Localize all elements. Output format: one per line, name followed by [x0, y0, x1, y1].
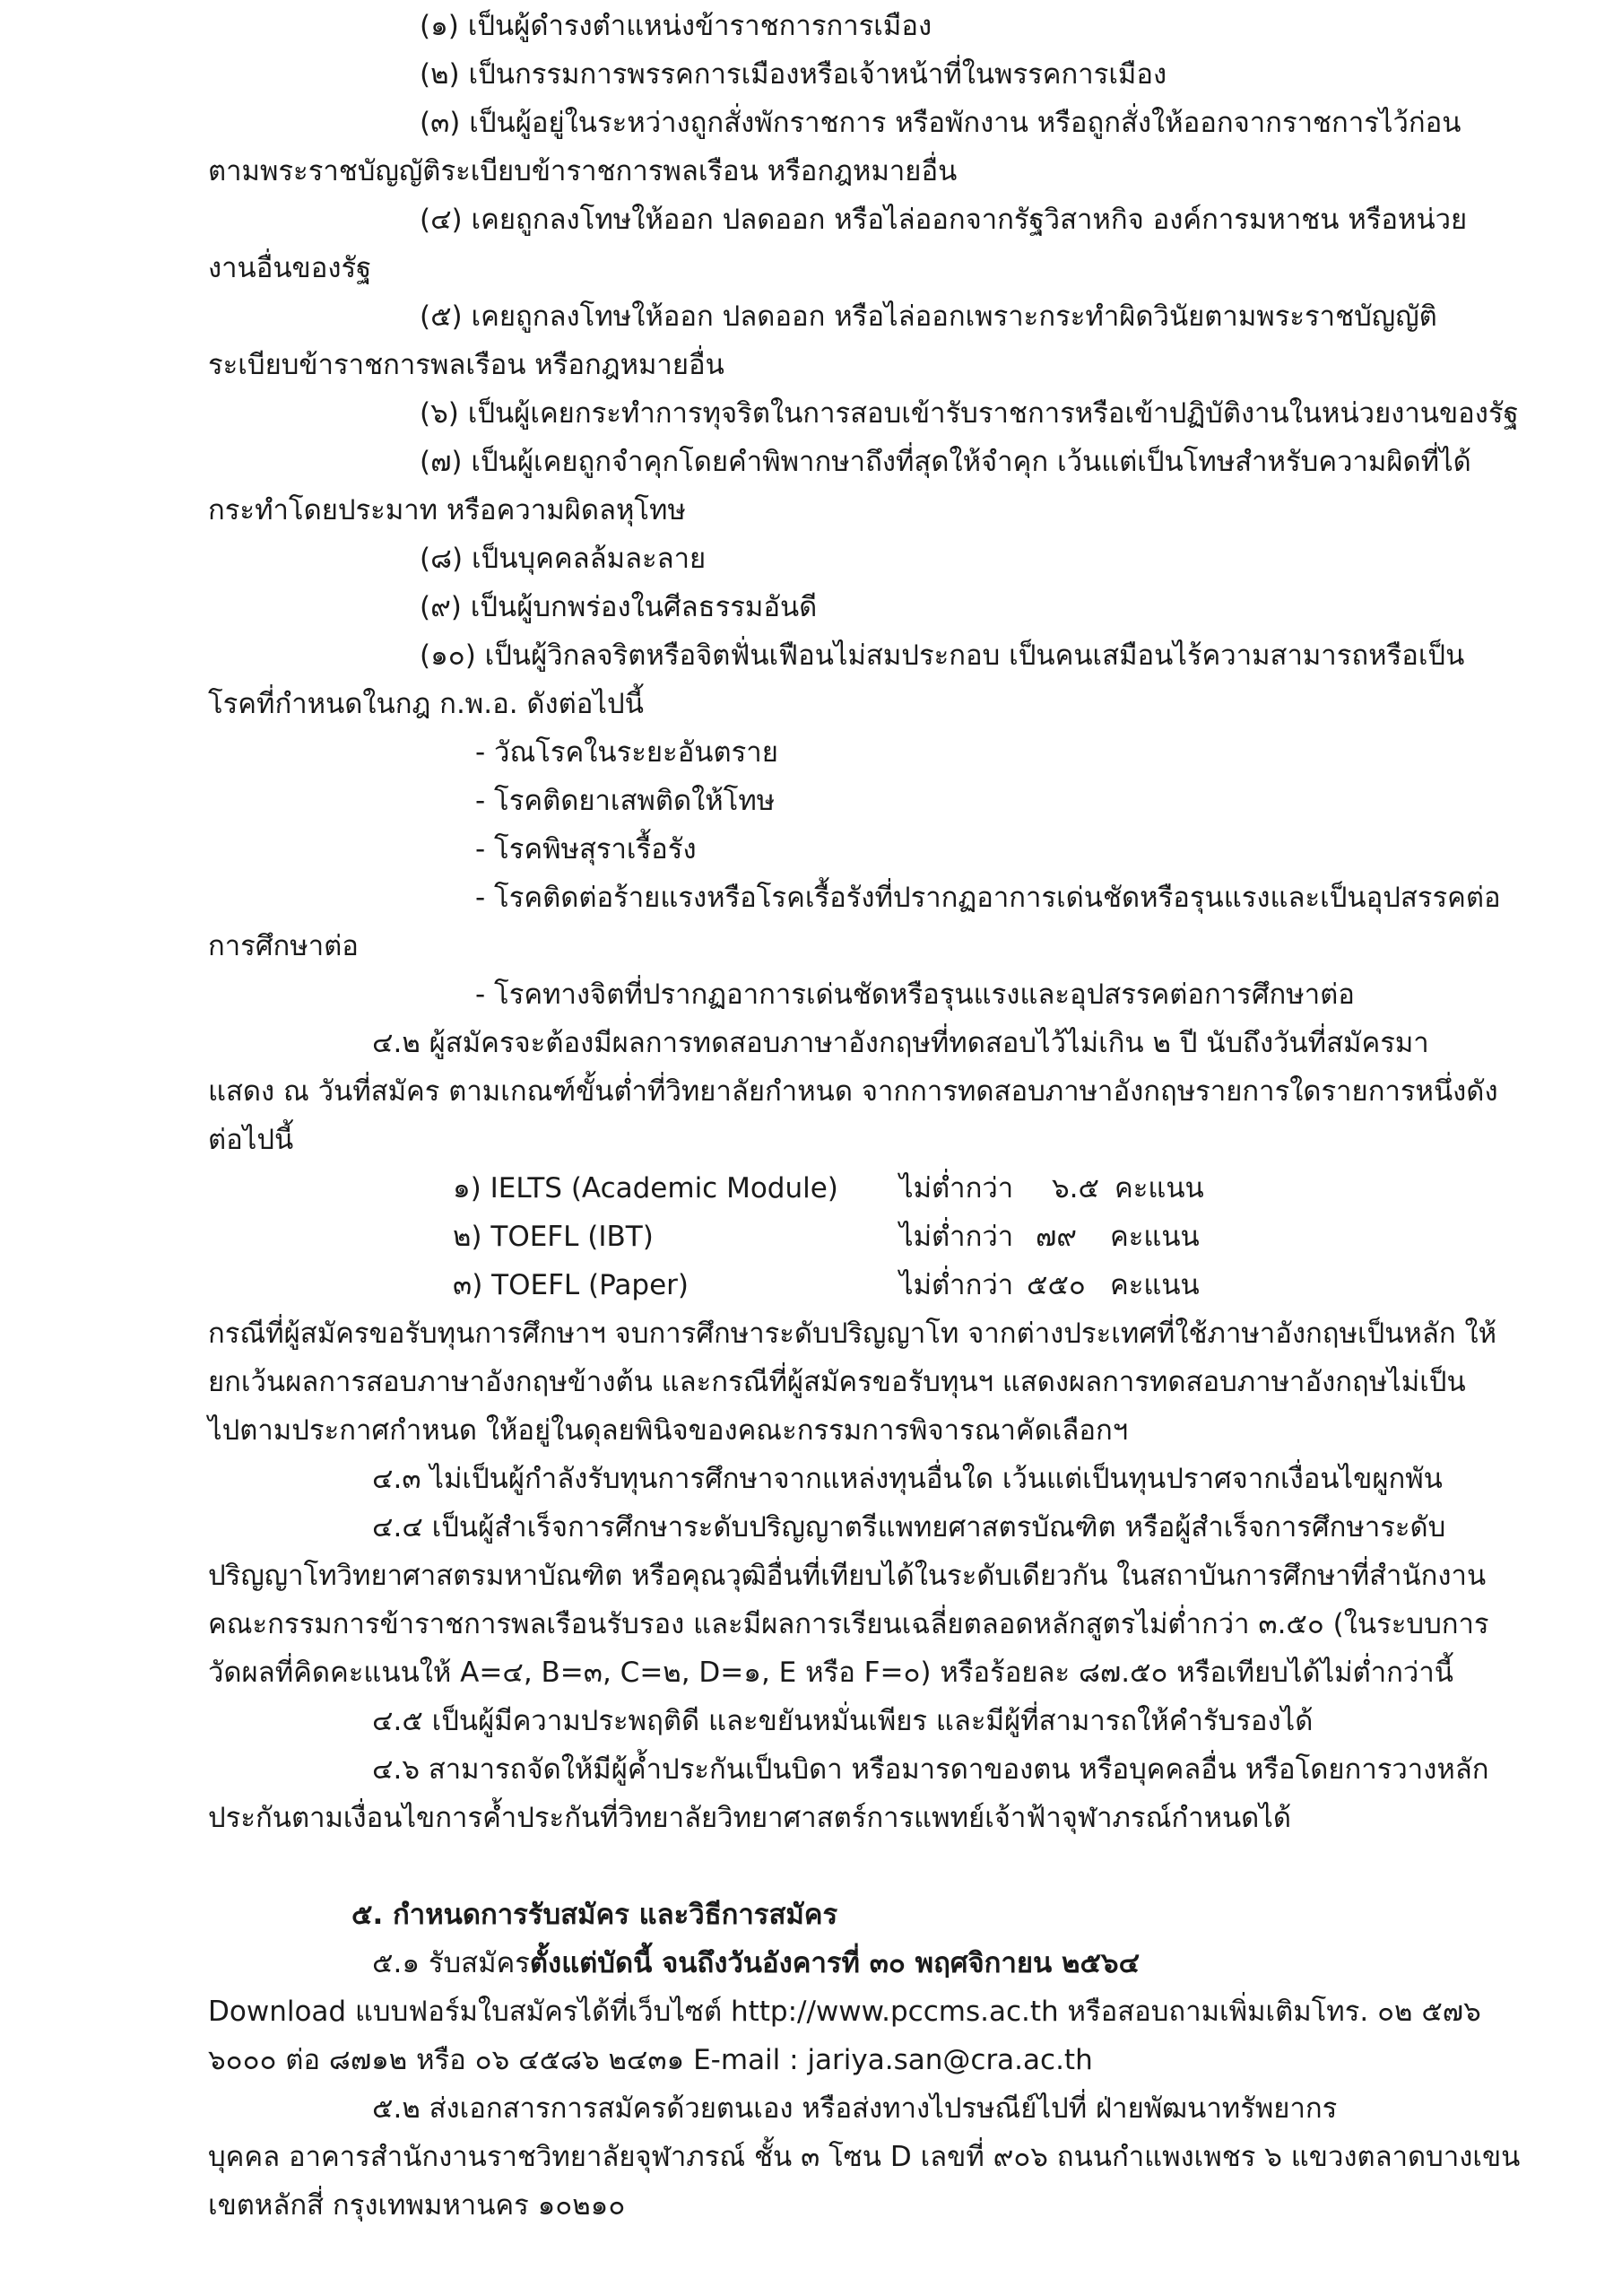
- download-info: Download แบบฟอร์มใบสมัครได้ที่เว็บไซต์ http://www.pccms.ac.th หรือสอบถามเพิ่มเติมโทร. ๐๒ ๕๗๖: [208, 1996, 1481, 2028]
- item-6: (๖) เป็นผู้เคยกระทำการทุจริตในการสอบเข้ารับราชการหรือเข้าปฏิบัติงานในหน่วยงานของรัฐ: [420, 397, 1519, 430]
- section-4-2-cont: แสดง ณ วันที่สมัคร ตามเกณฑ์ขั้นต่ำที่วิทยาลัยกำหนด จากการทดสอบภาษาอังกฤษรายการใดรายการหนึ่งดัง: [208, 1075, 1498, 1108]
- item-7: (๗) เป็นผู้เคยถูกจำคุกโดยคำพิพากษาถึงที่สุดให้จำคุก เว้นแต่เป็นโทษสำหรับความผิดที่ได้: [420, 446, 1471, 478]
- application-period: ตั้งแต่บัดนี้ จนถึงวันอังคารที่ ๓๐ พฤศจิกายน ๒๕๖๔: [529, 1947, 1141, 1979]
- section-4-6: ๔.๖ สามารถจัดให้มีผู้ค้ำประกันเป็นบิดา หรือมารดาของตน หรือบุคคลอื่น หรือโดยการวางหลัก: [372, 1753, 1489, 1786]
- item-10-cont: โรคที่กำหนดในกฎ ก.พ.อ. ดังต่อไปนี้: [208, 688, 644, 720]
- section-5-2: ๕.๒ ส่งเอกสารการสมัครด้วยตนเอง หรือส่งทางไปรษณีย์ไปที่ ฝ่ายพัฒนาทรัพยากร: [372, 2092, 1338, 2125]
- section-4-4-cont: ปริญญาโทวิทยาศาสตรมหาบัณฑิต หรือคุณวุฒิอื่นที่เทียบได้ในระดับเดียวกัน ในสถาบันการศึกษาที่สำนักงาน: [208, 1560, 1487, 1592]
- item-2: (๒) เป็นกรรมการพรรคการเมืองหรือเจ้าหน้าที่ในพรรคการเมือง: [420, 58, 1167, 91]
- min-label: ไม่ต่ำกว่า: [899, 1269, 1014, 1301]
- test-name: ๓) TOEFL (Paper): [453, 1269, 690, 1301]
- section-5-heading: ๕. กำหนดการรับสมัคร และวิธีการสมัคร: [351, 1899, 838, 1931]
- min-label: ไม่ต่ำกว่า: [899, 1172, 1014, 1205]
- min-score: ๕๕๐: [1027, 1269, 1086, 1301]
- min-label: ไม่ต่ำกว่า: [899, 1221, 1014, 1253]
- section-4-2: ๔.๒ ผู้สมัครจะต้องมีผลการทดสอบภาษาอังกฤษที่ทดสอบไว้ไม่เกิน ๒ ปี นับถึงวันที่สมัครมา: [372, 1027, 1429, 1059]
- item-5: (๕) เคยถูกลงโทษให้ออก ปลดออก หรือไล่ออกเพราะกระทำผิดวินัยตามพระราชบัญญัติ: [420, 300, 1437, 333]
- disease-3: - โรคพิษสุราเรื้อรัง: [475, 833, 697, 865]
- item-8: (๘) เป็นบุคคลล้มละลาย: [420, 543, 707, 575]
- section-4-3: ๔.๓ ไม่เป็นผู้กำลังรับทุนการศึกษาจากแหล่งทุนอื่นใด เว้นแต่เป็นทุนปราศจากเงื่อนไขผูกพัน: [372, 1463, 1443, 1495]
- section-5-1: [372, 1939, 1140, 1987]
- section-5-2-cont: เขตหลักสี่ กรุงเทพมหานคร ๑๐๒๑๐: [208, 2189, 626, 2222]
- item-7-cont: กระทำโดยประมาท หรือความผิดลหุโทษ: [208, 494, 686, 526]
- score-unit: คะแนน: [1110, 1269, 1200, 1301]
- test-name: ๒) TOEFL (IBT): [453, 1221, 654, 1253]
- disease-4-cont: การศึกษาต่อ: [208, 930, 359, 962]
- item-4-cont: งานอื่นของรัฐ: [208, 252, 372, 284]
- section-5-2-cont: บุคคล อาคารสำนักงานราชวิทยาลัยจุฬาภรณ์ ชั้น ๓ โซน D เลขที่ ๙๐๖ ถนนกำแพงเพชร ๖ แขวงตลาดบางเขน: [208, 2141, 1521, 2173]
- section-4-4-cont: คณะกรรมการข้าราชการพลเรือนรับรอง และมีผลการเรียนเฉลี่ยตลอดหลักสูตรไม่ต่ำกว่า ๓.๕๐ (ในระบบการ: [208, 1608, 1489, 1640]
- exemption-text: ยกเว้นผลการสอบภาษาอังกฤษข้างต้น และกรณีที่ผู้สมัครขอรับทุนฯ แสดงผลการทดสอบภาษาอังกฤษไม่เป็น: [208, 1366, 1466, 1398]
- section-4-4: ๔.๔ เป็นผู้สำเร็จการศึกษาระดับปริญญาตรีแพทยศาสตรบัณฑิต หรือผู้สำเร็จการศึกษาระดับ: [372, 1511, 1446, 1544]
- item-9: (๙) เป็นผู้บกพร่องในศีลธรรมอันดี: [420, 591, 818, 623]
- item-1: (๑) เป็นผู้ดำรงตำแหน่งข้าราชการการเมือง: [420, 10, 932, 42]
- score-unit: คะแนน: [1115, 1172, 1204, 1205]
- section-4-5: ๔.๕ เป็นผู้มีความประพฤติดี และขยันหมั่นเพียร และมีผู้ที่สามารถให้คำรับรองได้: [372, 1705, 1314, 1737]
- min-score: ๖.๕: [1052, 1172, 1099, 1205]
- item-10: (๑๐) เป็นผู้วิกลจริตหรือจิตฟั่นเฟือนไม่สมประกอบ เป็นคนเสมือนไร้ความสามารถหรือเป็น: [420, 639, 1465, 672]
- disease-2: - โรคติดยาเสพติดให้โทษ: [475, 785, 776, 817]
- item-5-cont: ระเบียบข้าราชการพลเรือน หรือกฎหมายอื่น: [208, 349, 724, 381]
- exemption-text: ไปตามประกาศกำหนด ให้อยู่ในดุลยพินิจของคณะกรรมการพิจารณาคัดเลือกฯ: [208, 1414, 1129, 1447]
- section-4-4-cont: วัดผลที่คิดคะแนนให้ A=๔, B=๓, C=๒, D=๑, E หรือ F=๐) หรือร้อยละ ๘๗.๕๐ หรือเทียบได้ไม่ต่ำกว่านี้: [208, 1657, 1453, 1689]
- exemption-text: กรณีที่ผู้สมัครขอรับทุนการศึกษาฯ จบการศึกษาระดับปริญญาโท จากต่างประเทศที่ใช้ภาษาอังกฤษเป็นหลัก ให้: [208, 1318, 1497, 1350]
- item-4: (๔) เคยถูกลงโทษให้ออก ปลดออก หรือไล่ออกจากรัฐวิสาหกิจ องค์การมหาชน หรือหน่วย: [420, 204, 1468, 236]
- min-score: ๗๙: [1036, 1221, 1078, 1253]
- disease-5: - โรคทางจิตที่ปรากฏอาการเด่นชัดหรือรุนแรงและอุปสรรคต่อการศึกษาต่อ: [475, 978, 1355, 1011]
- section-4-6-cont: ประกันตามเงื่อนไขการค้ำประกันที่วิทยาลัยวิทยาศาสตร์การแพทย์เจ้าฟ้าจุฬาภรณ์กำหนดได้: [208, 1802, 1291, 1834]
- contact-info: ๖๐๐๐ ต่อ ๘๗๑๒ หรือ ๐๖ ๔๕๘๖ ๒๔๓๑ E-mail : jariya.san@cra.ac.th: [208, 2044, 1093, 2076]
- item-3: (๓) เป็นผู้อยู่ในระหว่างถูกสั่งพักราชการ หรือพักงาน หรือถูกสั่งให้ออกจากราชการไว้ก่อน: [420, 107, 1462, 139]
- section-5-1-label: ๕.๑ รับสมัคร: [372, 1947, 530, 1979]
- item-3-cont: ตามพระราชบัญญัติระเบียบข้าราชการพลเรือน หรือกฎหมายอื่น: [208, 155, 958, 187]
- disease-4: - โรคติดต่อร้ายแรงหรือโรคเรื้อรังที่ปรากฏอาการเด่นชัดหรือรุนแรงและเป็นอุปสรรคต่อ: [475, 882, 1501, 914]
- score-unit: คะแนน: [1110, 1221, 1200, 1253]
- test-name: ๑) IELTS (Academic Module): [453, 1172, 838, 1205]
- disease-1: - วัณโรคในระยะอันตราย: [475, 736, 778, 769]
- section-4-2-cont: ต่อไปนี้: [208, 1124, 294, 1156]
